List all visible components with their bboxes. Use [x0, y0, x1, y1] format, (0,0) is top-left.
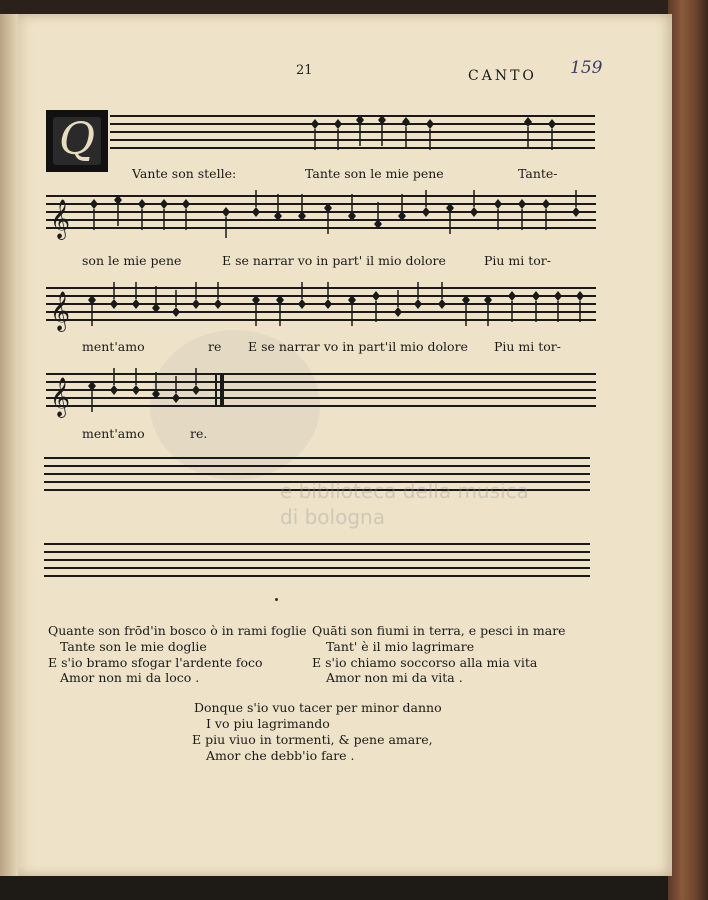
treble-clef: 𝄞 [50, 199, 71, 239]
voice-part-title: CANTO [468, 68, 537, 84]
watermark-line: e biblioteca della musica [280, 479, 529, 503]
treble-clef: 𝄞 [50, 291, 71, 331]
note-head [90, 199, 98, 209]
note-head [192, 385, 200, 395]
note-head [518, 199, 526, 209]
note-head [132, 299, 140, 309]
note-head [548, 119, 556, 129]
note-head [524, 117, 532, 127]
note-head [324, 299, 332, 309]
note-head [192, 299, 200, 309]
handwritten-page-number: 159 [570, 58, 603, 78]
lyric: Vante son stelle: [132, 166, 237, 181]
note-head [394, 307, 402, 317]
note-head [508, 291, 516, 301]
note-head [298, 299, 306, 309]
note-head [422, 207, 430, 217]
verse-line: Amor che debb'io fare . [206, 748, 355, 763]
verse-line: E s'io chiamo soccorso alla mia vita [312, 655, 538, 670]
music-staff [46, 282, 596, 332]
gutter [0, 14, 18, 876]
verse-line: Tant' è il mio lagrimare [326, 639, 475, 654]
music-staff [46, 190, 596, 240]
lyric: ment'amo [82, 426, 145, 441]
lyric: re. [190, 426, 208, 441]
note-head [554, 291, 562, 301]
music-staff [46, 368, 596, 418]
verse-line: E s'io bramo sfogar l'ardente foco [48, 655, 263, 670]
verse-line: Amor non mi da vita . [326, 670, 463, 685]
verse-line: I vo piu lagrimando [206, 716, 330, 731]
note-head [160, 199, 168, 209]
book-edge-top [0, 0, 708, 14]
note-head [438, 299, 446, 309]
library-watermark [280, 478, 529, 530]
note-head [532, 291, 540, 301]
book-cover-edge [668, 0, 708, 900]
divider-dot [275, 598, 278, 601]
verse-line: Amor non mi da loco . [60, 670, 200, 685]
lyric: Tante son le mie pene [305, 166, 444, 181]
note-head [576, 291, 584, 301]
note-head [572, 207, 580, 217]
note-head [182, 199, 190, 209]
lyric: Piu mi tor- [484, 253, 552, 268]
note-head [132, 385, 140, 395]
note-head [222, 207, 230, 217]
decorated-initial [46, 110, 108, 172]
empty-staff [44, 538, 590, 590]
note-head [311, 119, 319, 129]
note-head [470, 207, 478, 217]
lyric: Piu mi tor- [494, 339, 562, 354]
note-head [426, 119, 434, 129]
verse-line: Tante son le mie doglie [60, 639, 207, 654]
lyric: E se narrar vo in part' il mio dolore [222, 253, 446, 268]
note-head [138, 199, 146, 209]
folio-number: 21 [296, 63, 313, 78]
lyric: ment'amo [82, 339, 145, 354]
verse-line: Donque s'io vuo tacer per minor danno [194, 700, 442, 715]
music-staff [110, 110, 595, 160]
note-head [172, 393, 180, 403]
note-head [542, 199, 550, 209]
lyric: son le mie pene [82, 253, 182, 268]
verse-line: Quāti son fiumi in terra, e pesci in mare [312, 623, 566, 638]
note-head [402, 117, 410, 127]
lyric: E se narrar vo in part'il mio dolore [248, 339, 468, 354]
watermark-line: di bologna [280, 505, 385, 529]
note-head [214, 299, 222, 309]
lyric: re [208, 339, 222, 354]
note-head [252, 207, 260, 217]
treble-clef: 𝄞 [50, 377, 71, 417]
note-head [414, 299, 422, 309]
note-head [494, 199, 502, 209]
note-head [372, 291, 380, 301]
verse-line: Quante son frōd'in bosco ò in rami foglie [48, 623, 307, 638]
verse-line: E piu viuo in tormenti, & pene amare, [192, 732, 433, 747]
lyric: Tante- [518, 166, 558, 181]
note-head [110, 299, 118, 309]
note-head [172, 307, 180, 317]
note-head [110, 385, 118, 395]
initial-letter: Q [58, 114, 96, 165]
note-head [334, 119, 342, 129]
